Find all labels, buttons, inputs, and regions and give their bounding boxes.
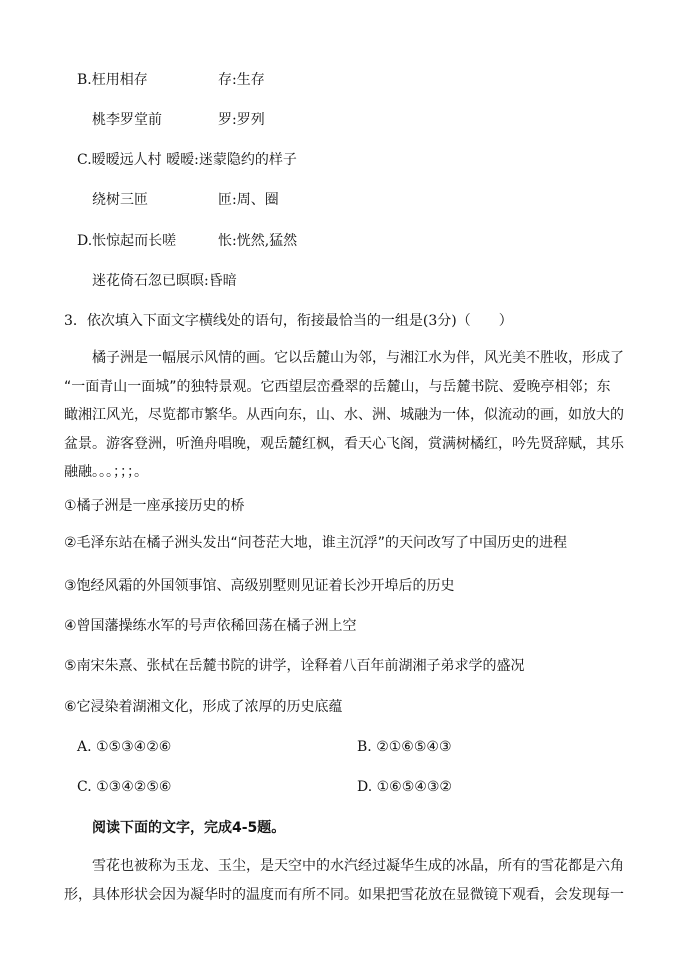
reading-passage: [64, 852, 628, 909]
option-d-word: D.怅惊起而长嗟: [77, 233, 177, 249]
sentence-item-4: ④曾国藩操练水军的号声依稀回荡在橘子洲上空: [64, 618, 357, 634]
option-b-gloss: 存:生存: [218, 72, 265, 88]
option-d-line-2: 迷花倚石忽已暝暝:昏暗: [92, 273, 237, 289]
option-b-word: B.枉用相存: [77, 72, 148, 88]
reading-line-2: 形，具体形状会因为凝华时的温度而有所不同。如果把雪花放在显微镜下观看，会发现每一: [64, 886, 624, 903]
passage-line-5: 融融。。。；；；。: [64, 464, 148, 480]
option-b-gloss-2: 罗:罗列: [218, 112, 265, 128]
choice-a: A. ①⑤③④②⑥: [77, 739, 172, 755]
option-c-word-2: 绕树三匝: [92, 192, 148, 208]
sentence-item-3: ③饱经风霜的外国领事馆、高级别墅则见证着长沙开埠后的历史: [64, 578, 455, 594]
reading-heading: 阅读下面的文字，完成4-5题。: [92, 820, 286, 836]
option-c-line: C.暧暧远人村 暧暧:迷蒙隐约的样子: [77, 152, 297, 168]
sentence-item-5: ⑤南宋朱熹、张栻在岳麓书院的讲学，诠释着八百年前湖湘子弟求学的盛况: [64, 658, 525, 674]
reading-line-1: 雪花也被称为玉龙、玉尘，是天空中的水汽经过凝华生成的冰晶，所有的雪花都是六角: [92, 858, 624, 874]
sentence-item-2: ②毛泽东站在橘子洲头发出“问苍茫大地，谁主沉浮”的天问改写了中国历史的进程: [64, 535, 568, 551]
passage-line-4: 盆景。游客登洲，听渔舟唱晚，观岳麓红枫，看天心飞阁，赏满树橘红，吟先贤辞赋，其乐: [64, 435, 624, 452]
passage-line-1: 橘子洲是一幅展示风情的画。它以岳麓山为邻，与湘江水为伴，风光美不胜收，形成了: [92, 350, 624, 366]
choice-c: C. ①③④②⑤⑥: [77, 779, 172, 795]
sentence-item-6: ⑥它浸染着湖湘文化，形成了浓厚的历史底蕴: [64, 699, 343, 715]
choice-b: B. ②①⑥⑤④③: [357, 739, 452, 755]
option-c-gloss-2: 匝:周、圈: [218, 192, 279, 208]
option-d-gloss: 怅:恍然,猛然: [218, 233, 298, 249]
question-3-passage: [64, 344, 628, 487]
passage-line-3: 瞰湘江风光，尽览都市繁华。从西向东，山、水、洲、城融为一体，似流动的画，如放大的: [64, 407, 624, 423]
sentence-item-1: ①橘子洲是一座承接历史的桥: [64, 498, 245, 514]
passage-line-2: “一面青山一面城”的独特景观。它西望层峦叠翠的岳麓山，与岳麓书院、爱晚亭相邻；东: [64, 378, 611, 395]
option-b-word-2: 桃李罗堂前: [92, 112, 162, 128]
question-3-stem: 3．依次填入下面文字横线处的语句，衔接最恰当的一组是(3分)（ ）: [64, 313, 513, 329]
choice-d: D. ①⑥⑤④③②: [357, 779, 452, 795]
